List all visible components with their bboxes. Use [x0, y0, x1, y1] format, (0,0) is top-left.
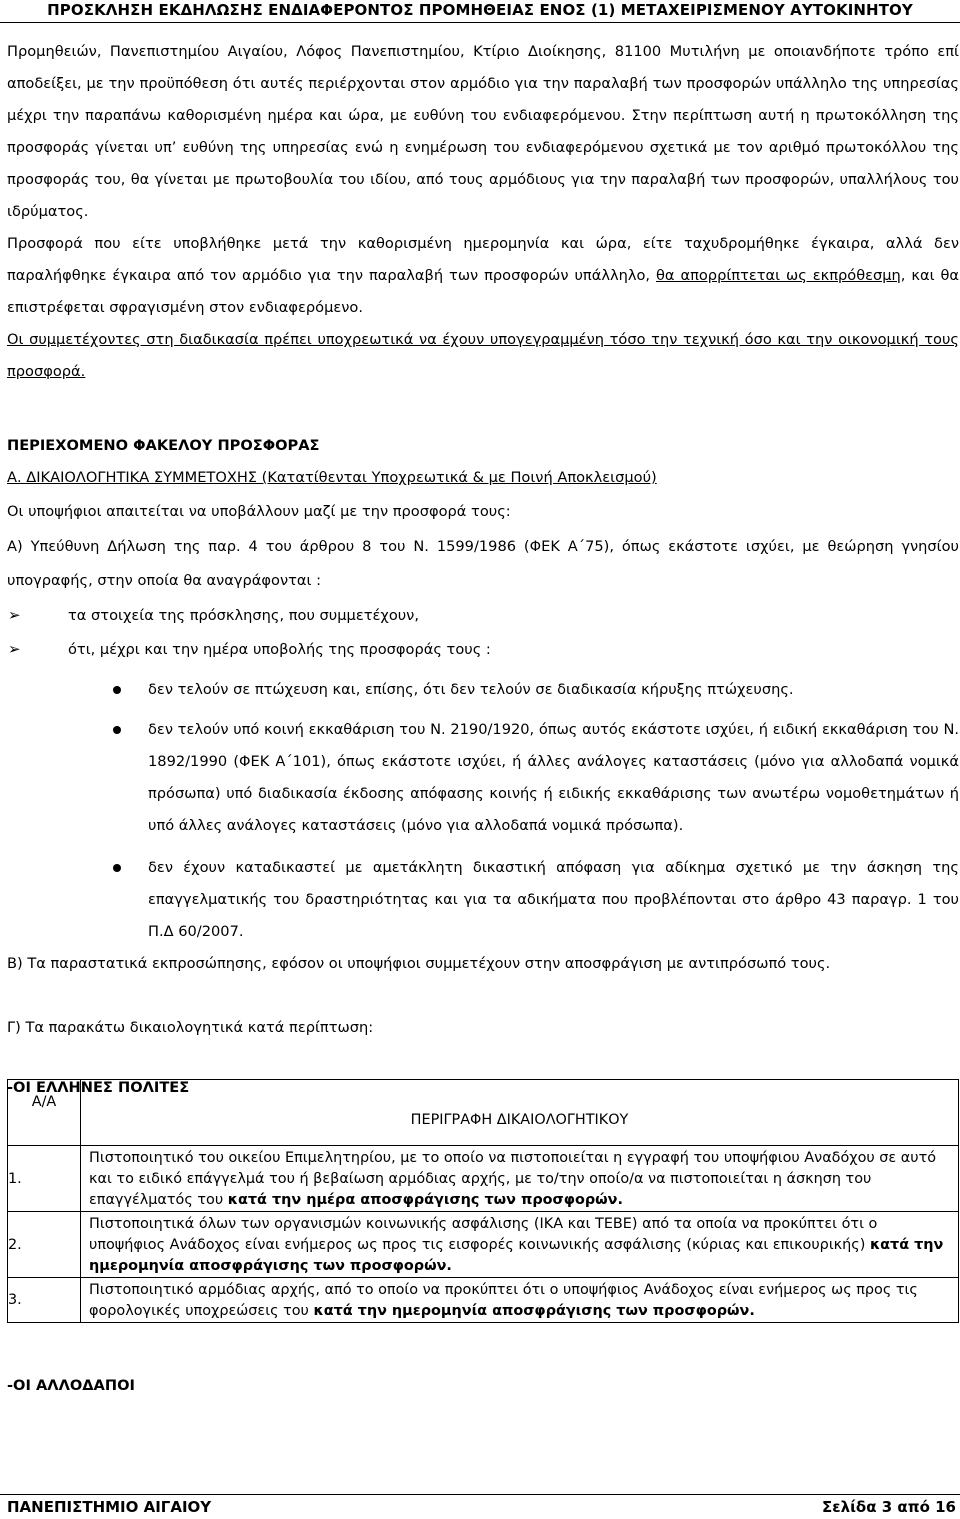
arrow-item-text: ότι, μέχρι και την ημέρα υποβολής της προσφοράς τους : — [68, 640, 491, 658]
page-body — [7, 36, 959, 1104]
late-offer-return: , και θα επιστρέφεται σφραγισμένη στον ενδιαφερόμενο. — [7, 267, 959, 316]
list-item — [7, 852, 959, 948]
footer-university: ΠΑΝΕΠΙΣΤΗΜΙΟ ΑΙΓΑΙΟΥ — [7, 1498, 212, 1516]
row-number: 2. — [8, 1212, 81, 1278]
item-c: Γ) Τα παρακάτω δικαιολογητικά κατά περίπτωση: — [7, 1019, 374, 1036]
row-description: Πιστοποιητικά όλων των οργανισμών κοινωνικής ασφάλισης (ΙΚΑ και ΤΕΒΕ) από τα οποία να προκύπτει ότι ο υποψήφιος Ανάδοχος είναι ενήμερος ως προς τις εισφορές κοινωνικής ασφάλισης (κύριας και επικουρικής) κατά την ημερομηνία αποσφράγισης των προσφορών. — [81, 1212, 959, 1278]
table-row — [8, 1212, 959, 1278]
bullet-dot-icon — [113, 726, 121, 734]
bullet-dot-icon — [113, 686, 121, 694]
item-a: Α) Υπεύθυνη Δήλωση της παρ. 4 του άρθρου 8 του Ν. 1599/1986 (ΦΕΚ Α΄75), όπως εκάστοτε ισχύει, με θεώρηση γνησίου υπογραφής, στην οποία θα αναγράφονται : — [7, 538, 959, 589]
bullet-dot-icon — [113, 864, 121, 872]
list-item-text: δεν τελούν σε πτώχευση και, επίσης, ότι δεν τελούν σε διαδικασία κήρυξης πτώχευσης. — [148, 681, 794, 698]
documents-table — [7, 1079, 959, 1323]
item-b: Β) Τα παραστατικά εκπροσώπησης, εφόσον οι υποψήφιοι συμμετέχουν στην αποσφράγιση με αντιπρόσωπό τους. — [7, 955, 831, 972]
list-item-text: δεν τελούν υπό κοινή εκκαθάριση του Ν. 2190/1920, όπως αυτός εκάστοτε ισχύει, ή ειδική εκκαθάριση του Ν. 1892/1990 (ΦΕΚ Α΄101), όπως εκάστοτε ισχύει, ή άλλες ανάλογες καταστάσεις (μόνο για αλλοδαπά νομικά πρόσωπα) υπό διαδικασία έκδοσης απόφασης κοινής ή ειδικής εκκαθάρισης των ανωτέρω νομοθετημάτων ή υπό άλλες ανάλογες καταστάσεις (μόνο για αλλοδαπά νομικά πρόσωπα). — [148, 721, 959, 834]
bullet-list — [7, 674, 959, 948]
intro-paragraph: Προμηθειών, Πανεπιστημίου Αιγαίου, Λόφος Πανεπιστημίου, Κτίριο Διοίκησης, 81100 Μυτιλήνη με οποιανδήποτε τρόπο επί αποδείξει, με την προϋπόθεση ότι αυτές περιέρχονται στον αρμόδιο για την παραλαβή των προσφορών υπάλληλο της υπηρεσίας μέχρι την παραπάνω καθορισμένη ημέρα και ώρα, με ευθύνη του ενδιαφερόμενου. Στην περίπτωση αυτή η πρωτοκόλληση της προσφοράς γίνεται υπ’ ευθύνη της υπηρεσίας ενώ η ενημέρωση του ενδιαφερόμενου σχετικά με τον αριθμό πρωτοκόλλου της προσφοράς του, θα γίνεται με πρωτοβουλία του ιδίου, από τους αρμόδιους για την παραλαβή των προσφορών, υπαλλήλους του ιδρύματος. — [7, 43, 959, 220]
row-number: 3. — [8, 1278, 81, 1323]
table-row — [8, 1146, 959, 1212]
candidates-line: Οι υποψήφιοι απαιτείται να υποβάλλουν μαζί με την προσφορά τους: — [7, 503, 511, 520]
late-offer-text: Προσφορά που είτε υποβλήθηκε μετά την καθορισμένη ημερομηνία και ώρα, είτε ταχυδρομήθηκε έγκαιρα, αλλά δεν παραλήφθηκε έγκαιρα από τον αρμόδιο για την παραλαβή των προσφορών υπάλληλο, — [7, 235, 959, 284]
section-title: ΠΕΡΙΕΧΟΜΕΝΟ ΦΑΚΕΛΟΥ ΠΡΟΣΦΟΡΑΣ — [7, 437, 320, 454]
greek-citizens-title: -ΟΙ ΕΛΛΗΝΕΣ ΠΟΛΙΤΕΣ — [7, 1079, 190, 1096]
subsection-a-title: Α. ΔΙΚΑΙΟΛΟΓΗΤΙΚΑ ΣΥΜΜΕΤΟΧΗΣ (Κατατίθενται Υποχρεωτικά & με Ποινή Αποκλεισμού) — [7, 469, 657, 486]
page-footer — [0, 1494, 960, 1519]
list-item — [7, 674, 959, 706]
page-header: ΠΡΟΣΚΛΗΣΗ ΕΚΔΗΛΩΣΗΣ ΕΝΔΙΑΦΕΡΟΝΤΟΣ ΠΡΟΜΗΘΕΙΑΣ ΕΝΟΣ (1) ΜΕΤΑΧΕΙΡΙΣΜΕΝΟΥ ΑΥΤΟΚΙΝΗΤΟΥ — [0, 0, 960, 23]
arrow-item — [7, 598, 959, 632]
table-row — [8, 1278, 959, 1323]
signing-note: Οι συμμετέχοντες στη διαδικασία πρέπει υποχρεωτικά να έχουν υπογεγραμμένη τόσο την τεχνική όσο και την οικονομική τους προσφορά. — [7, 331, 959, 380]
row-description: Πιστοποιητικό αρμόδιας αρχής, από το οποίο να προκύπτει ότι ο υποψήφιος Ανάδοχος είναι ενήμερος ως προς τις φορολογικές υποχρεώσεις του κατά την ημερομηνία αποσφράγισης των προσφορών. — [81, 1278, 959, 1323]
row-description: Πιστοποιητικό του οικείου Επιμελητηρίου, με το οποίο να πιστοποιείται η εγγραφή του υποψήφιου Αναδόχου σε αυτό και το ειδικό επάγγελμά του ή βεβαίωση αρμόδιας αρχής, με το/την οποίο/α να πιστοποιείται η άσκηση του επαγγέλματός του κατά την ημέρα αποσφράγισης των προσφορών. — [81, 1146, 959, 1212]
arrow-item — [7, 632, 959, 666]
footer-page-number: Σελίδα 3 από 16 — [822, 1498, 956, 1516]
arrow-bullet-icon: ➢ — [8, 606, 21, 624]
table-header-row — [8, 1080, 959, 1146]
arrow-item-text: τα στοιχεία της πρόσκλησης, που συμμετέχουν, — [68, 606, 419, 624]
list-item-text: δεν έχουν καταδικαστεί με αμετάκλητη δικαστική απόφαση για αδίκημα σχετικό με την άσκηση της επαγγελματικής του δραστηριότητας και για τα αδικήματα που προβλέπονται στο άρθρο 43 παραγρ. 1 του Π.Δ 60/2007. — [148, 859, 959, 940]
late-offer-paragraph — [7, 228, 959, 324]
col-header-description: ΠΕΡΙΓΡΑΦΗ ΔΙΚΑΙΟΛΟΓΗΤΙΚΟΥ — [81, 1080, 959, 1146]
col-header-number: Α/Α — [8, 1080, 81, 1146]
foreigners-title: -ΟΙ ΑΛΛΟΔΑΠΟΙ — [7, 1377, 135, 1394]
arrow-bullet-icon: ➢ — [8, 640, 21, 658]
list-item — [7, 714, 959, 842]
row-number: 1. — [8, 1146, 81, 1212]
late-offer-rejection: θα απορρίπτεται ως εκπρόθεσμη — [656, 267, 901, 284]
